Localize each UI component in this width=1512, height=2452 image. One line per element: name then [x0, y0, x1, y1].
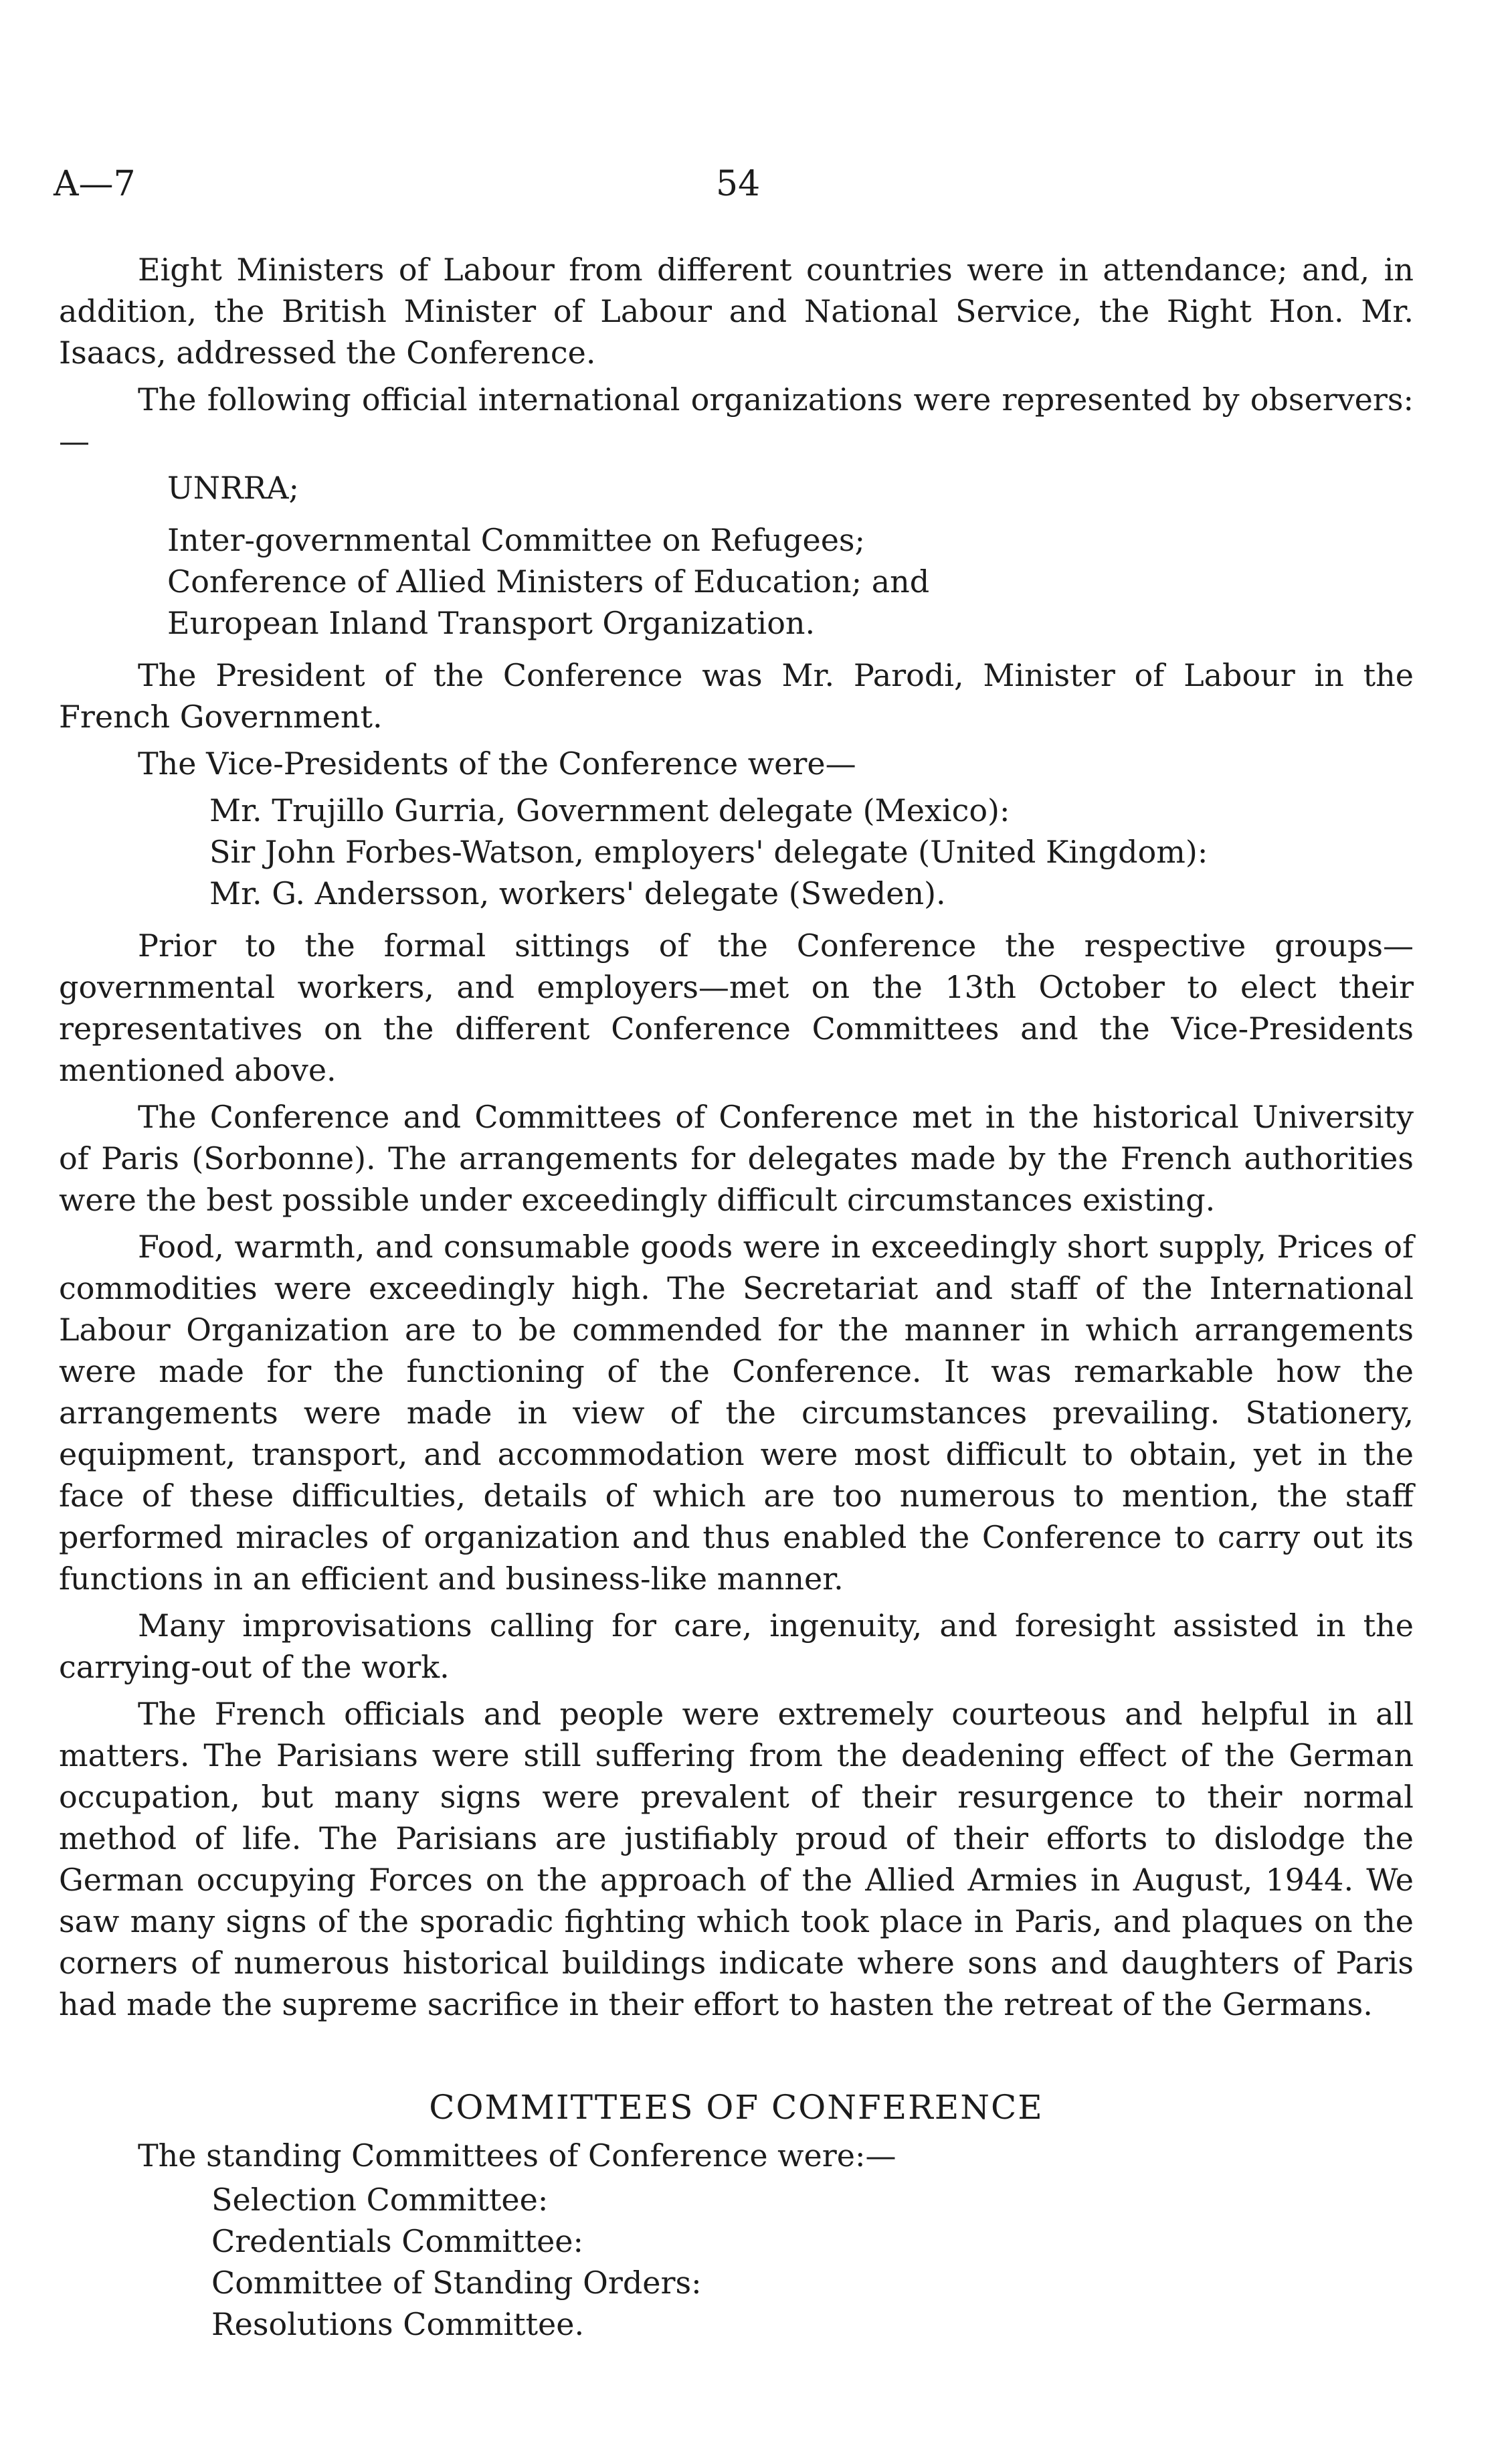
- list-item: Committee of Standing Orders:: [211, 2265, 702, 2301]
- list-item: Resolutions Committee.: [211, 2306, 585, 2342]
- paragraph-observers-intro: The following official international organizations were represented by observers:—: [59, 381, 1414, 459]
- list-item: UNRRA;: [167, 470, 300, 506]
- paragraph-venue: The Conference and Committees of Conference met in the historical University of Paris (Sorbonne). The arrangements for delegates made by the French authorities were the best possible under exceedingly difficult circumstances existing.: [59, 1099, 1414, 1218]
- list-item: Sir John Forbes-Watson, employers' delegate (United Kingdom):: [209, 834, 1208, 870]
- list-item: European Inland Transport Organization.: [167, 605, 816, 641]
- paragraph-supply-conditions: Food, warmth, and consumable goods were in exceedingly short supply, Prices of commodities were exceedingly high. The Secretariat and staff of the International Labour Organization are to be commended for the manner in which arrangements were made for the functioning of the Conference. It was remarkable how the arrangements were made in view of the circumstances prevailing. Stationery, equipment, transport, and accommodation were most difficult to obtain, yet in the face of these difficulties, details of which are too numerous to mention, the staff performed miracles of organization and thus enabled the Conference to carry out its functions in an efficient and business-like manner.: [59, 1229, 1414, 1597]
- section-heading: COMMITTEES OF CONFERENCE: [429, 2088, 1044, 2127]
- standing-committees-list: [59, 2179, 1414, 2345]
- page-header: [54, 164, 1418, 217]
- list-item: Credentials Committee:: [211, 2223, 584, 2259]
- paragraph-president: The President of the Conference was Mr. Parodi, Minister of Labour in the French Government.: [59, 657, 1414, 735]
- vice-presidents-list: [59, 790, 1414, 914]
- document-body: [59, 249, 1414, 2356]
- paragraph-ministers-attendance: Eight Ministers of Labour from different countries were in attendance; and, in addition, the British Minister of Labour and National Service, the Right Hon. Mr. Isaacs, addressed the Conference.: [59, 252, 1414, 371]
- list-item: Mr. G. Andersson, workers' delegate (Sweden).: [209, 875, 946, 911]
- paragraph-improvisations: Many improvisations calling for care, ingenuity, and foresight assisted in the carrying-out of the work.: [59, 1607, 1414, 1685]
- document-reference: A—7: [54, 164, 136, 204]
- paragraph-group-elections: Prior to the formal sittings of the Conference the respective groups— governmental workers, and employers—met on the 13th October to elect their representatives on the different Conference Committees and the Vice-Presidents mentioned above.: [59, 928, 1414, 1088]
- list-item: Mr. Trujillo Gurria, Government delegate (Mexico):: [209, 792, 1010, 828]
- paragraph-french-officials: The French officials and people were extremely courteous and helpful in all matters. The Parisians were still suffering from the deadening effect of the German occupation, but many signs were prevalent of their resurgence to their normal method of life. The Parisians are justifiably proud of their efforts to dislodge the German occupying Forces on the approach of the Allied Armies in August, 1944. We saw many signs of the sporadic fighting which took place in Paris, and plaques on the corners of numerous historical buildings indicate where sons and daughters of Paris had made the supreme sacrifice in their effort to hasten the retreat of the Germans.: [59, 1696, 1414, 2022]
- list-item: Selection Committee:: [211, 2182, 549, 2218]
- observer-organizations-list: [59, 467, 1414, 644]
- paragraph-vice-presidents-intro: The Vice-Presidents of the Conference were—: [138, 746, 856, 782]
- page-number: 54: [716, 164, 761, 204]
- list-item: Inter-governmental Committee on Refugees;: [167, 522, 866, 558]
- paragraph-committees-intro: The standing Committees of Conference were:—: [138, 2137, 896, 2174]
- list-item: Conference of Allied Ministers of Education; and: [167, 563, 930, 600]
